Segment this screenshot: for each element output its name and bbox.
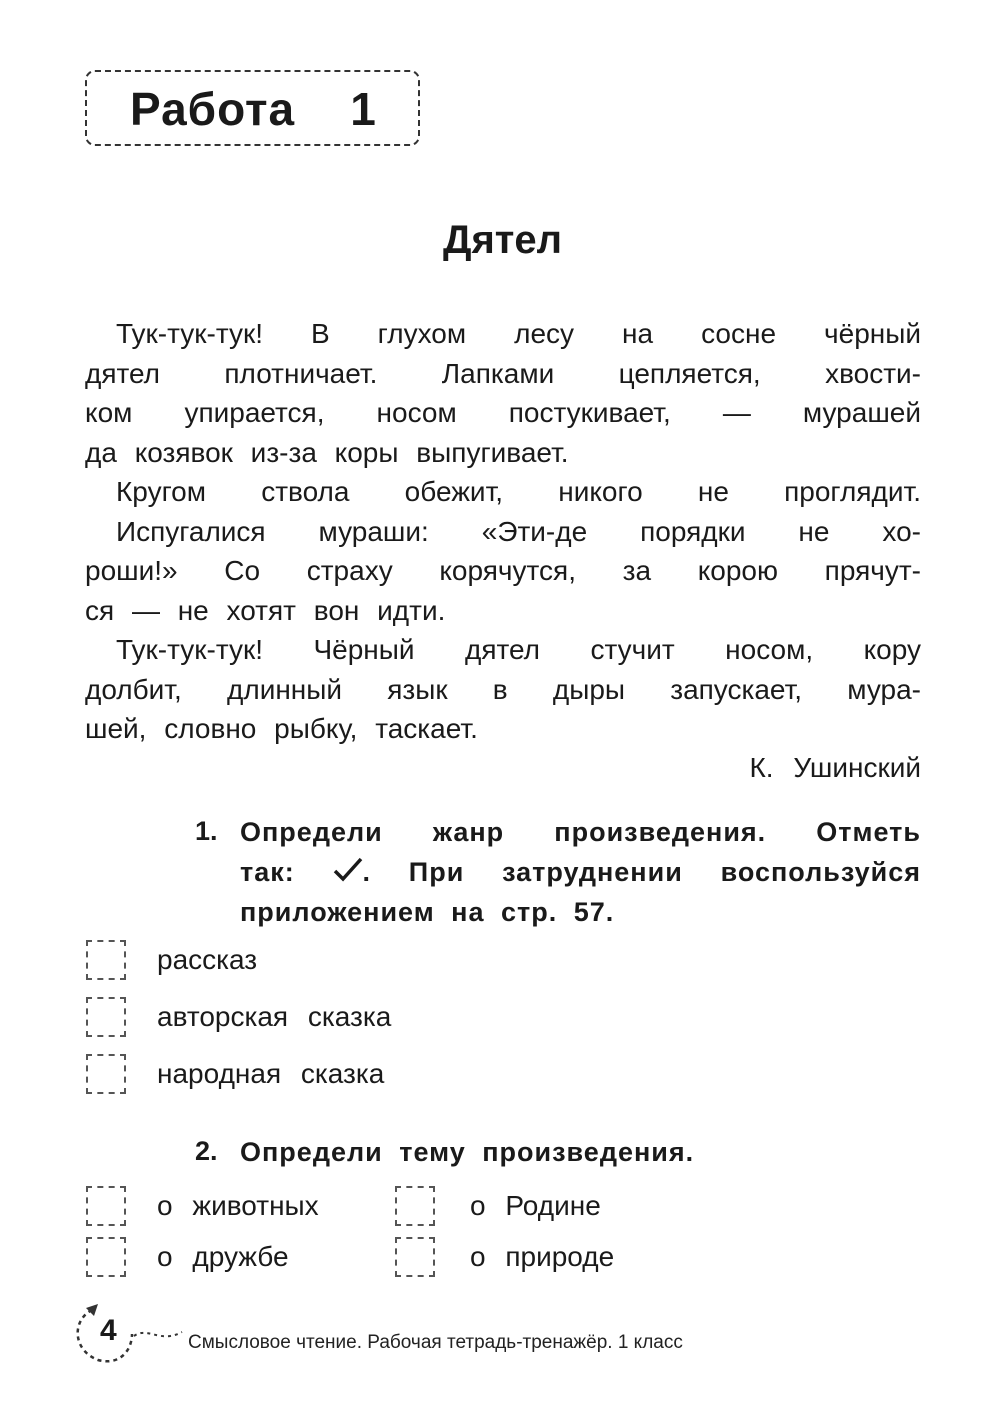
- question-1-text: так:: [240, 857, 295, 887]
- question-2-number: 2.: [195, 1136, 218, 1166]
- answer-checkbox[interactable]: [86, 940, 126, 980]
- story-line: да козявок из-за коры выпугивает.: [85, 437, 569, 468]
- option-label: о животных: [157, 1190, 319, 1221]
- option-label: народная сказка: [157, 1058, 385, 1089]
- option-label: о дружбе: [157, 1241, 289, 1272]
- story-line: Тук-тук-тук! В глухом лесу на сосне чёрный: [116, 318, 921, 349]
- option-label: авторская сказка: [157, 1001, 392, 1032]
- answer-checkbox[interactable]: [395, 1237, 435, 1277]
- question-1-text: . При затруднении воспользуйся: [362, 857, 921, 887]
- book-title: Смысловое чтение. Рабочая тетрадь-тренажёр. 1 класс: [188, 1332, 683, 1353]
- option-label: рассказ: [157, 944, 258, 975]
- answer-checkbox[interactable]: [86, 997, 126, 1037]
- question-1-number: 1.: [195, 816, 218, 846]
- story-line: ком упирается, носом постукивает, — мурашей: [85, 397, 921, 428]
- story-line: роши!» Со страху корячутся, за корою прячут-: [85, 555, 921, 586]
- story-line: Кругом ствола обежит, никого не проглядит.: [116, 476, 921, 507]
- story-line: Испугалися мураши: «Эти-де порядки не хо-: [116, 516, 921, 547]
- checkmark-icon: [333, 857, 363, 891]
- answer-checkbox[interactable]: [395, 1186, 435, 1226]
- story-title: Дятел: [442, 218, 563, 262]
- question-1-line: Определи жанр произведения. Отметь: [240, 817, 921, 847]
- answer-checkbox[interactable]: [86, 1237, 126, 1277]
- story-line: дятел плотничает. Лапками цепляется, хвости-: [85, 358, 921, 389]
- option-label: о Родине: [470, 1190, 601, 1221]
- answer-checkbox[interactable]: [86, 1186, 126, 1226]
- work-title: Работа 1: [130, 83, 377, 135]
- page-number: 4: [100, 1314, 117, 1347]
- story-line: шей, словно рыбку, таскает.: [85, 713, 478, 744]
- answer-checkbox[interactable]: [86, 1054, 126, 1094]
- question-1-line: приложением на стр. 57.: [240, 897, 615, 927]
- question-2-text: Определи тему произведения.: [240, 1137, 695, 1167]
- option-label: о природе: [470, 1241, 615, 1272]
- question-1-line: [240, 855, 921, 891]
- page-ornament: [70, 1300, 190, 1370]
- story-line: долбит, длинный язык в дыры запускает, мура-: [85, 674, 921, 705]
- story-line: Тук-тук-тук! Чёрный дятел стучит носом, кору: [116, 634, 921, 665]
- author: К. Ушинский: [749, 752, 921, 783]
- story-line: ся — не хотят вон идти.: [85, 595, 446, 626]
